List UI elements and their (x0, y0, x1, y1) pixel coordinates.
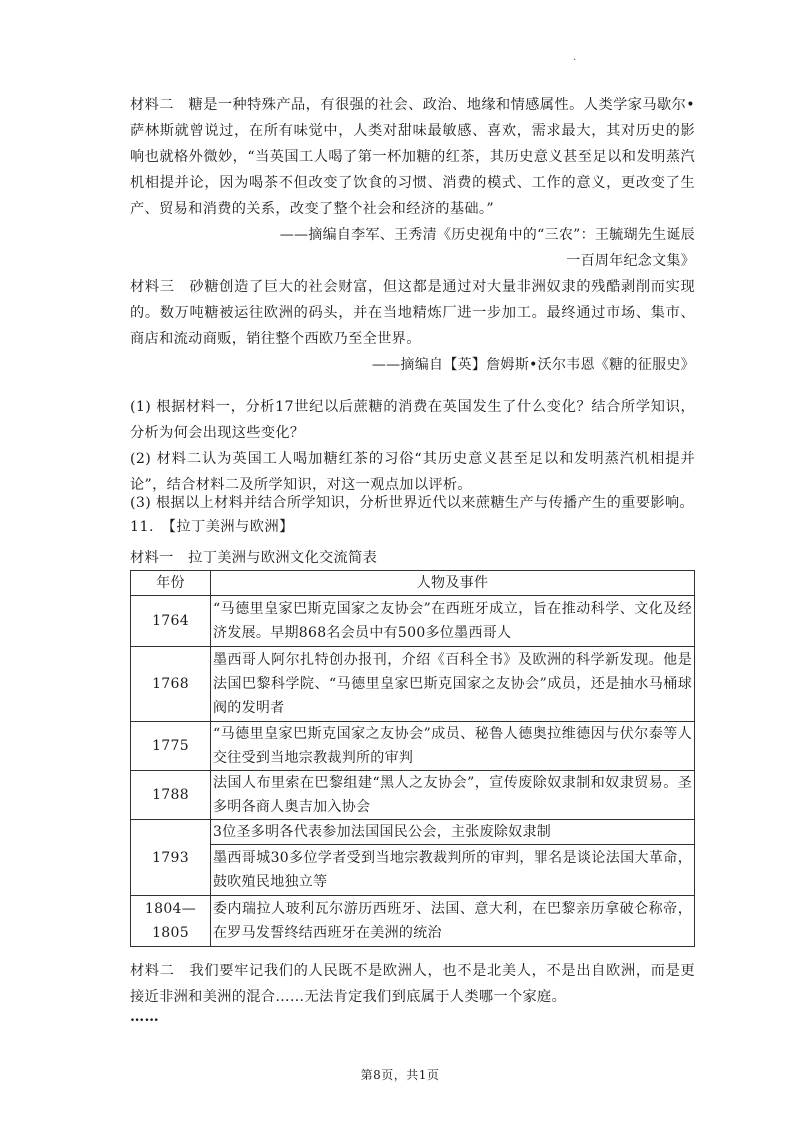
material3-citation: ——摘编自【英】詹姆斯•沃尔韦恩《糖的征服史》 (371, 357, 695, 373)
event-cell: “马德里皇家巴斯克国家之友协会”成员、秘鲁人德奥拉维德因与伏尔泰等人交往受到当地宗教裁判所的审判 (211, 722, 695, 771)
table-row (131, 896, 695, 947)
year-cell: 1764 (131, 596, 211, 647)
exchange-table (130, 570, 695, 947)
table-row (131, 722, 695, 771)
event-cell: 墨西哥人阿尔扎特创办报刊，介绍《百科全书》及欧洲的科学新发现。他是法国巴黎科学院、“马德里皇家巴斯克国家之友协会”成员，还是抽水马桶球阀的发明者 (211, 647, 695, 722)
year-cell: 1768 (131, 647, 211, 722)
question-1: (1) 根据材料一，分析17世纪以后蔗糖的消费在英国发生了什么变化？结合所学知识，分析为何会出现这些变化？ (130, 399, 695, 441)
table-row (131, 647, 695, 722)
event-cell: 委内瑞拉人玻利瓦尔游历西班牙、法国、意大利，在巴黎亲历拿破仑称帝，在罗马发誓终结西班牙在美洲的统治 (211, 896, 695, 947)
material1-table-title: 材料一 拉丁美洲与欧洲文化交流简表 (130, 550, 378, 566)
table-row (131, 596, 695, 647)
year-cell: 1788 (131, 771, 211, 820)
event-cell: 法国人布里索在巴黎组建“黑人之友协会”，宣传废除奴隶制和奴隶贸易。圣多明各商人奥吉加入协会 (211, 771, 695, 820)
material2-paragraph: 材料二 糖是一种特殊产品，有很强的社会、政治、地缘和情感属性。人类学家马歇尔•萨林斯就曾说过，在所有味觉中，人类对甜味最敏感、喜欢，需求最大，其对历史的影响也就格外微妙，“当英国工人喝了第一杯加糖的红茶，其历史意义甚至足以和发明蒸汽机相提并论，因为喝茶不但改变了饮食的习惯、消费的模式、工作的意义，更改变了生产、贸易和消费的关系，改变了整个社会和经济的基础。” (130, 97, 695, 217)
header-year: 年份 (131, 571, 211, 596)
material2-citation-line1: ——摘编自李军、王秀清《历史视角中的“三农”：王毓瑚先生诞辰 (279, 227, 695, 243)
material3-paragraph: 材料三 砂糖创造了巨大的社会财富，但这都是通过对大量非洲奴隶的残酷剥削而实现的。数万吨糖被运往欧洲的码头，并在当地精炼厂进一步加工。最终通过市场、集市、商店和流动商贩，销往整个西欧乃至全世界。 (130, 279, 695, 347)
table-row (131, 820, 695, 845)
table-row (131, 845, 695, 896)
event-cell: “马德里皇家巴斯克国家之友协会”在西班牙成立，旨在推动科学、文化及经济发展。早期868名会员中有500多位墨西哥人 (211, 596, 695, 647)
year-cell: 1793 (131, 820, 211, 896)
table-row (131, 771, 695, 820)
material2-citation-line2: 一百周年纪念文集》 (566, 253, 695, 269)
year-cell: 1804—1805 (131, 896, 211, 947)
question-3: (3) 根据以上材料并结合所学知识，分析世界近代以来蔗糖生产与传播产生的重要影响。 (130, 495, 694, 511)
table-header-row (131, 571, 695, 596)
event-cell: 墨西哥城30多位学者受到当地宗教裁判所的审判，罪名是谈论法国大革命，鼓吹殖民地独立等 (211, 845, 695, 896)
year-cell: 1775 (131, 722, 211, 771)
page-footer: 第8页，共1页 (360, 1068, 440, 1082)
header-mark: . (573, 52, 577, 63)
question-2: (2) 材料二认为英国工人喝加糖红茶的习俗“其历史意义甚至足以和发明蒸汽机相提并论”，结合材料二及所学知识，对这一观点加以评析。 (130, 451, 695, 493)
event-cell: 3位圣多明各代表参加法国国民公会，主张废除奴隶制 (211, 820, 695, 845)
header-events: 人物及事件 (211, 571, 695, 596)
q11-material2-paragraph: 材料二 我们要牢记我们的人民既不是欧洲人，也不是北美人，不是出自欧洲，而是更接近非洲和美洲的混合……无法肯定我们到底属于人类哪一个家庭。 (130, 963, 695, 1005)
ellipsis: …… (130, 1009, 160, 1025)
question-11-title: 11. 【拉丁美洲与欧洲】 (130, 519, 294, 535)
